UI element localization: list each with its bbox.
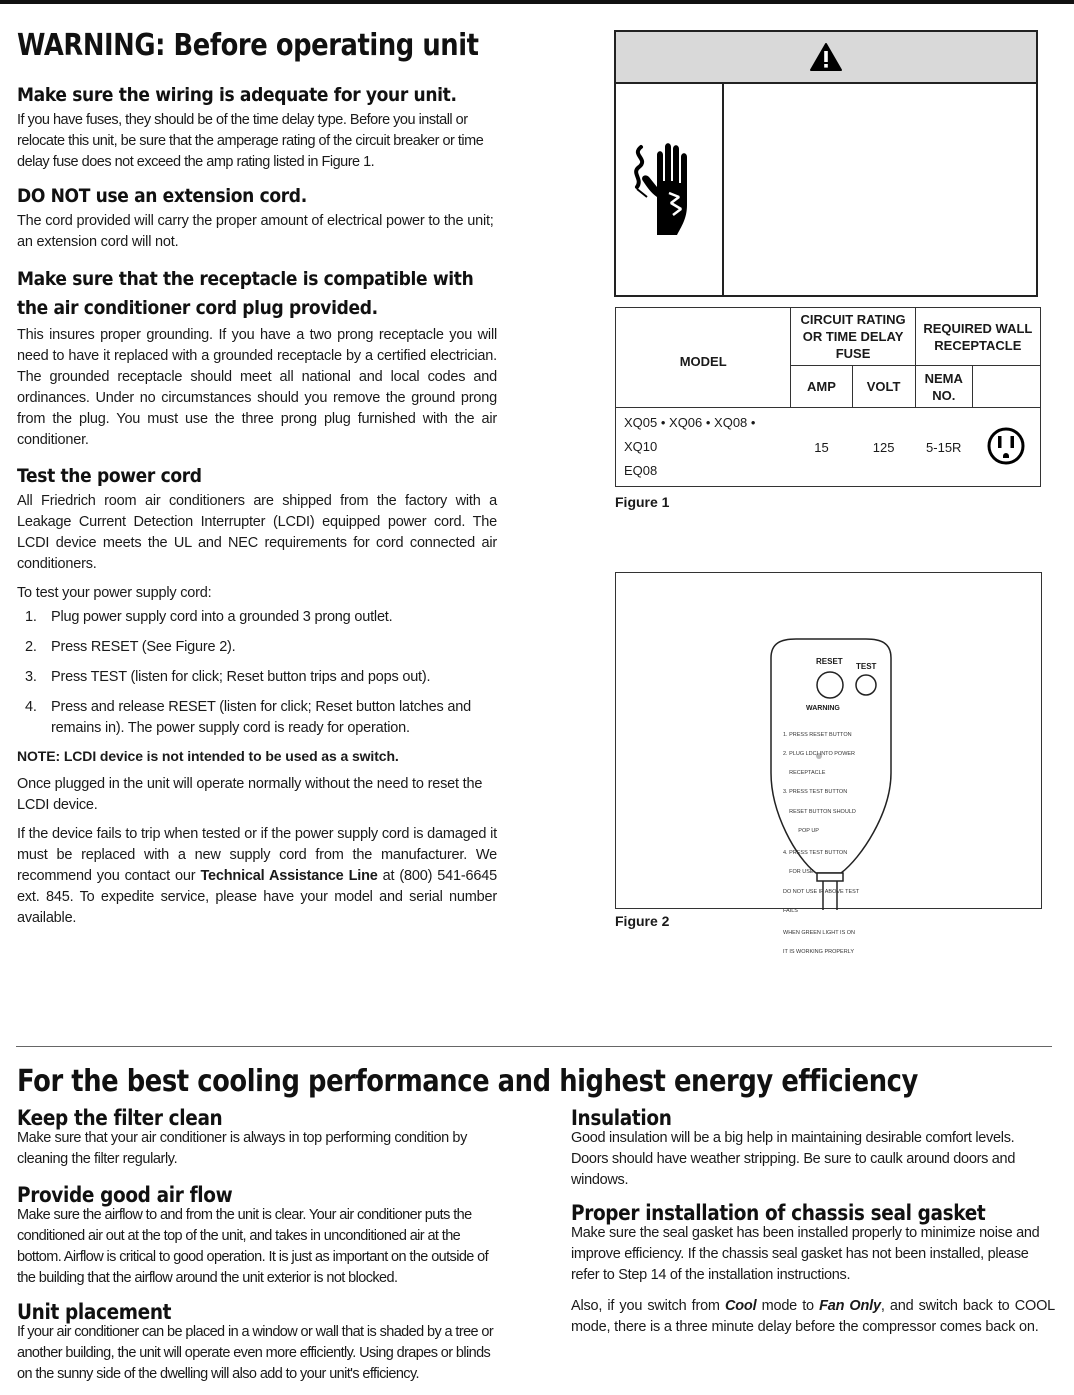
nema-cell: 5-15R xyxy=(915,408,972,487)
power-cord-intro: To test your power supply cord: xyxy=(17,585,212,601)
insulation-heading: Insulation xyxy=(571,1106,672,1130)
amp-cell: 15 xyxy=(791,408,852,487)
power-cord-text: All Friedrich room air conditioners are shipped from the factory with a Leakage Current Detection Interrupter (LCDI) equipped power cord. The LCDI device meets the UL and NEC requirements for cord connected air conditioners. xyxy=(17,493,497,572)
volt-cell: 125 xyxy=(852,408,915,487)
gasket-heading: Proper installation of chassis seal gasket xyxy=(571,1201,986,1225)
wiring-heading: Make sure the wiring is adequate for your unit. xyxy=(17,84,457,106)
extension-heading-rest: use an extension cord. xyxy=(90,185,307,207)
model-cell xyxy=(616,408,791,487)
extension-heading-bold: DO NOT xyxy=(17,185,91,207)
mode-switch-text xyxy=(571,1296,1055,1338)
test-steps-list xyxy=(17,607,497,739)
lcdi-note: NOTE: LCDI device is not intended to be used as a switch. xyxy=(17,748,399,764)
receptacle-heading-line1: Make sure that the receptacle is compatible with xyxy=(17,268,474,290)
step-text: Press and release RESET (listen for click; Reset button latches and remains in). The power supply cord is ready for operation. xyxy=(51,699,471,736)
para3-text-b: at (800) 541-6645 ext. 845. To expedite service, please have your model and serial number available. xyxy=(17,868,497,926)
fan-only-mode-label: Fan Only xyxy=(819,1298,881,1314)
electrical-warning-box xyxy=(614,30,1038,297)
airflow-heading: Provide good air flow xyxy=(17,1183,233,1207)
receptacle-heading xyxy=(17,265,474,323)
models-line1: XQ05 • XQ06 • XQ08 • XQ10 xyxy=(624,415,756,454)
step-number: 2. xyxy=(25,639,37,655)
left-column xyxy=(17,84,497,929)
insulation-text: Good insulation will be a big help in maintaining desirable comfort levels. Doors should have weather stripping. Be sure to caulk around doors and windows. xyxy=(571,1130,1016,1188)
figure2-caption: Figure 2 xyxy=(615,913,670,929)
instruction-line: RESET BUTTON SHOULD xyxy=(783,808,856,815)
step-text: Press RESET (See Figure 2). xyxy=(51,639,236,655)
receptacle-image-cell xyxy=(972,408,1040,487)
test-label: TEST xyxy=(856,662,877,671)
mode-text-a: Also, if you switch from xyxy=(571,1298,725,1314)
required-receptacle-header: REQUIRED WALL RECEPTACLE xyxy=(915,308,1040,366)
receptacle-text: This insures proper grounding. If you have a two prong receptacle you will need to have it replaced with a grounded receptacle by a certified electrician. The grounded receptacle should meet all national and local codes and ordinances. Under no circumstances should you remove the ground prong from the plug. You must use the three prong plug furnished with the air conditioner. xyxy=(17,327,497,448)
volt-header: VOLT xyxy=(852,366,915,408)
instruction-line: 4. PRESS TEST BUTTON xyxy=(783,850,848,857)
test-step xyxy=(17,697,497,739)
receptacle-heading-line2: the air conditioner cord plug provided. xyxy=(17,297,378,319)
filter-heading: Keep the filter clean xyxy=(17,1106,223,1130)
step-text: Plug power supply cord into a grounded 3 prong outlet. xyxy=(51,609,393,625)
para3-text-a: If the device fails to trip when tested or if the power supply cord is damaged it must be replaced with a new supply cord from the manufacturer. We recommend you contact our xyxy=(17,826,497,884)
instruction-line: IT IS WORKING PROPERLY xyxy=(783,949,855,956)
section-divider xyxy=(16,1046,1052,1047)
instruction-line: RECEPTACLE xyxy=(783,770,826,777)
grounded-outlet-icon xyxy=(986,426,1026,466)
cool-mode-label: Cool xyxy=(724,1298,757,1314)
power-cord-para2: Once plugged in the unit will operate normally without the need to reset the LCDI device. xyxy=(17,776,483,813)
model-header: MODEL xyxy=(616,308,791,408)
models-line2: EQ08 xyxy=(624,463,658,478)
mode-text-b: mode to xyxy=(756,1298,820,1314)
bottom-left-column xyxy=(17,1106,499,1385)
power-cord-heading: Test the power cord xyxy=(17,465,202,487)
step-number: 4. xyxy=(25,699,37,715)
test-step xyxy=(17,607,497,628)
electric-shock-hand-icon xyxy=(629,135,709,245)
nema-header: NEMA NO. xyxy=(915,366,972,408)
warning-symbol-cell xyxy=(616,84,724,295)
step-number: 3. xyxy=(25,669,37,685)
instruction-line: POP UP xyxy=(783,827,819,834)
warning-title: WARNING: Before operating unit xyxy=(17,28,479,63)
instruction-line: FAILS xyxy=(783,907,798,914)
test-step xyxy=(17,637,497,658)
instruction-line: FOR USE xyxy=(783,869,814,876)
extension-heading xyxy=(17,185,449,207)
amp-header: AMP xyxy=(791,366,852,408)
warning-header-bar xyxy=(616,32,1036,84)
instruction-line: DO NOT USE IF ABOVE TEST xyxy=(783,888,860,895)
instruction-line: 3. PRESS TEST BUTTON xyxy=(783,789,848,796)
receptacle-image-header xyxy=(972,366,1040,408)
reset-label: RESET xyxy=(816,657,843,666)
placement-text: If your air conditioner can be placed in a window or wall that is shaded by a tree or another building, the unit will operate even more efficiently. Using drapes or blinds on the sunny side of the dwelling will also add to your unit's efficiency. xyxy=(17,1324,494,1382)
figure1-caption: Figure 1 xyxy=(615,494,670,510)
instruction-line: 2. PLUG LDCI INTO POWER xyxy=(783,751,856,758)
test-step xyxy=(17,667,497,688)
step-number: 1. xyxy=(25,609,37,625)
gasket-text: Make sure the seal gasket has been installed properly to minimize noise and improve efficiency. If the chassis seal gasket has not been installed, please refer to Step 14 of the installation instructions. xyxy=(571,1225,1040,1283)
warning-triangle-icon xyxy=(809,42,843,72)
figure1-table xyxy=(615,307,1041,487)
efficiency-title: For the best cooling performance and highest energy efficiency xyxy=(17,1064,918,1099)
device-warning-label: WARNING xyxy=(806,705,840,712)
device-instructions xyxy=(783,719,859,968)
placement-heading: Unit placement xyxy=(17,1300,172,1324)
filter-text: Make sure that your air conditioner is always in top performing condition by cleaning the filter regularly. xyxy=(17,1130,467,1167)
top-rule xyxy=(0,0,1074,4)
instruction-line: 1. PRESS RESET BUTTON xyxy=(783,731,852,738)
extension-text: The cord provided will carry the proper amount of electrical power to the unit; an extension cord will not. xyxy=(17,213,494,250)
wiring-text: If you have fuses, they should be of the time delay type. Before you install or relocate this unit, be sure that the amperage rating of the circuit breaker or time delay fuse does not exceed the amp rating listed in Figure 1. xyxy=(17,112,484,170)
instruction-line: WHEN GREEN LIGHT IS ON xyxy=(783,930,856,936)
technical-assistance-line: Technical Assistance Line xyxy=(200,868,378,884)
power-cord-para3 xyxy=(17,824,497,929)
mode-text-c: , and switch back to COOL mode, there is a three minute delay before the compressor comes back on. xyxy=(571,1298,1056,1335)
circuit-rating-header: CIRCUIT RATING OR TIME DELAY FUSE xyxy=(791,308,915,366)
bottom-right-column xyxy=(571,1106,1055,1338)
airflow-text: Make sure the airflow to and from the unit is clear. Your air conditioner puts the conditioned air out at the top of the unit, and takes in unconditioned air at the bottom. Airflow is critical to good operation. It is just as important on the outside of the building that the airflow around the unit exterior is not blocked. xyxy=(17,1207,489,1286)
step-text: Press TEST (listen for click; Reset button trips and pops out). xyxy=(51,669,431,685)
